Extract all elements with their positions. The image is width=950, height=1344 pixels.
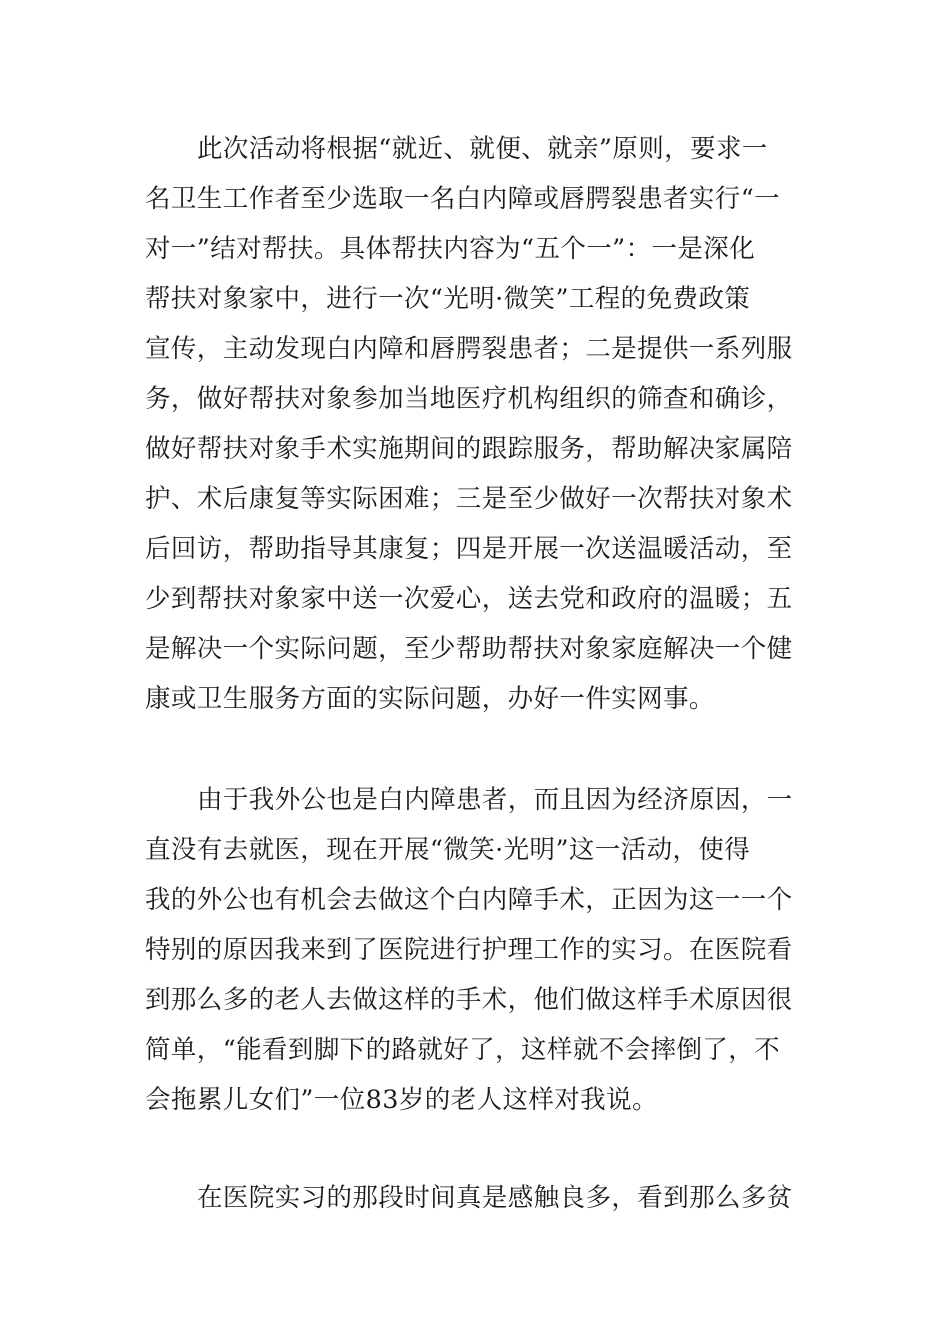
text-line: 我的外公也有机会去做这个白内障手术，正因为这一一个 (145, 885, 793, 915)
paragraph-grandfather-story (145, 775, 810, 1125)
text-line: 会拖累儿女们”一位83岁的老人这样对我说。 (145, 1085, 658, 1115)
text-line: 宣传，主动发现白内障和唇腭裂患者；二是提供一系列服 (145, 334, 793, 364)
text-line: 是解决一个实际问题，至少帮助帮扶对象家庭解决一个健 (145, 634, 793, 664)
text-line: 护、术后康复等实际困难；三是至少做好一次帮扶对象术 (145, 484, 793, 514)
text-line: 做好帮扶对象手术实施期间的跟踪服务，帮助解决家属陪 (145, 434, 793, 464)
text-line: 名卫生工作者至少选取一名白内障或唇腭裂患者实行“一 (145, 184, 781, 214)
paragraph-activity-description (145, 124, 810, 724)
text-line: 务，做好帮扶对象参加当地医疗机构组织的筛查和确诊， (145, 384, 793, 414)
text-line: 到那么多的老人去做这样的手术，他们做这样手术原因很 (145, 985, 793, 1015)
text-line: 此次活动将根据“就近、就便、就亲”原则，要求一 (197, 134, 768, 164)
paragraph-internship-reflection (145, 1173, 810, 1223)
text-line: 简单，“能看到脚下的路就好了，这样就不会摔倒了，不 (145, 1035, 781, 1065)
text-line: 对一”结对帮扶。具体帮扶内容为“五个一”：一是深化 (145, 234, 756, 264)
text-line: 少到帮扶对象家中送一次爱心，送去党和政府的温暖；五 (145, 584, 793, 614)
text-line: 由于我外公也是白内障患者，而且因为经济原因，一 (197, 785, 793, 815)
text-line: 帮扶对象家中，进行一次“光明·微笑”工程的免费政策 (145, 284, 751, 314)
text-line: 后回访，帮助指导其康复；四是开展一次送温暖活动，至 (145, 534, 793, 564)
text-line: 康或卫生服务方面的实际问题，办好一件实网事。 (145, 684, 715, 714)
text-line: 直没有去就医，现在开展“微笑·光明”这一活动，使得 (145, 835, 751, 865)
text-line: 特别的原因我来到了医院进行护理工作的实习。在医院看 (145, 935, 793, 965)
text-line: 在医院实习的那段时间真是感触良多，看到那么多贫 (197, 1183, 793, 1213)
